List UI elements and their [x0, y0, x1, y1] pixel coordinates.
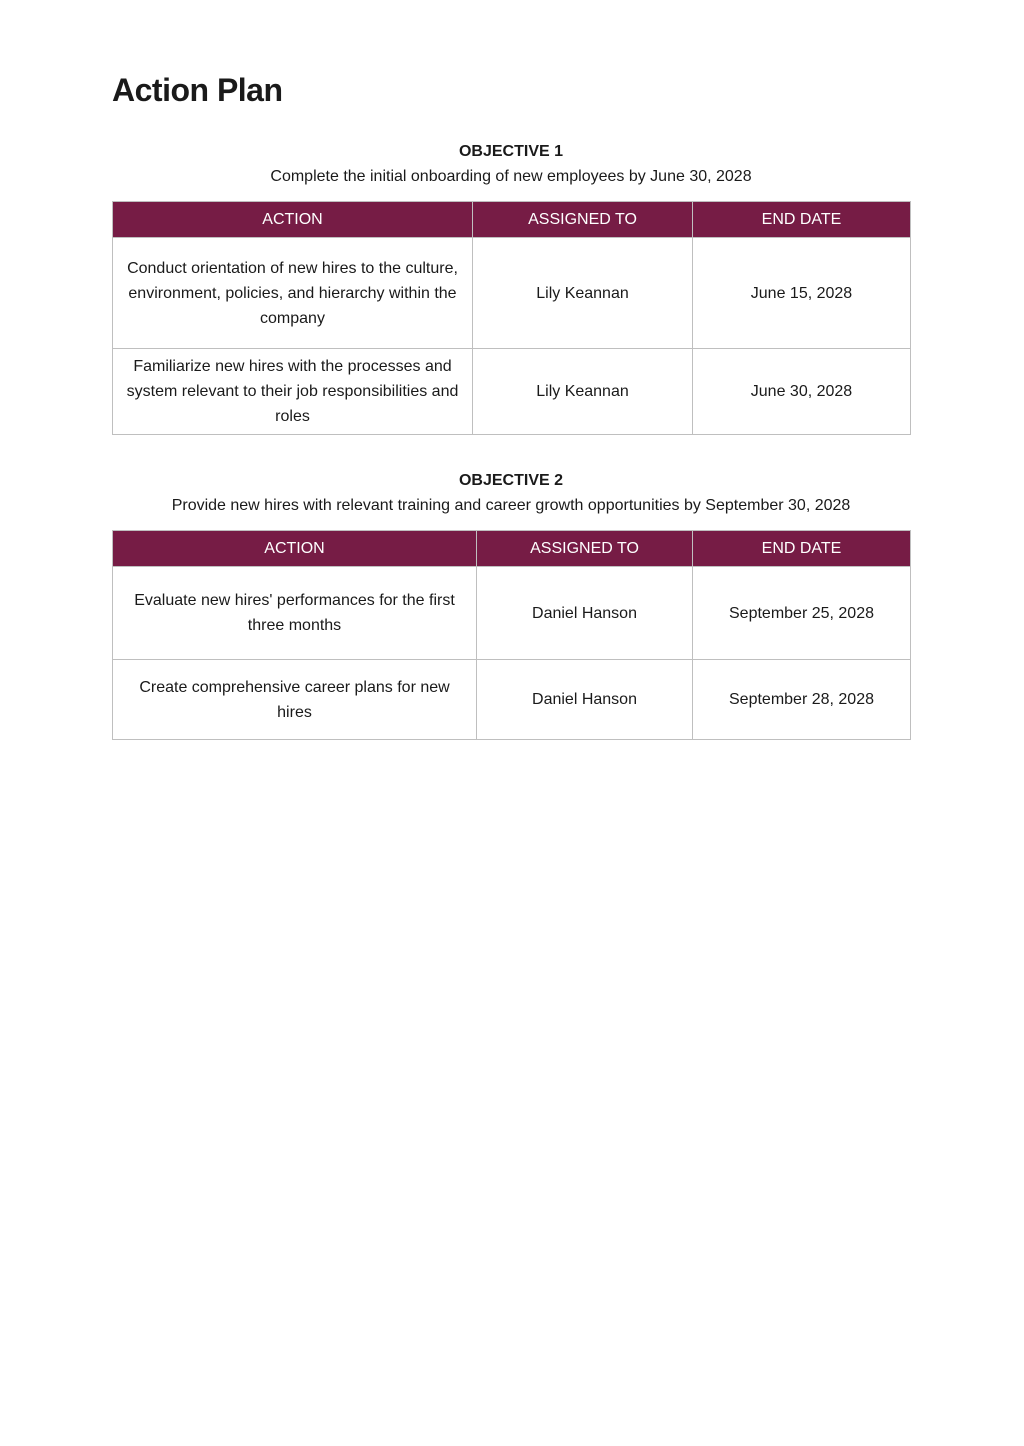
table-row [113, 660, 911, 740]
action-cell: Evaluate new hires' performances for the first three months [113, 567, 477, 660]
end-date-cell: June 15, 2028 [693, 238, 911, 349]
end-date-cell: September 25, 2028 [693, 567, 911, 660]
table-header-row [113, 202, 911, 238]
table-header-row [113, 531, 911, 567]
table-row [113, 238, 911, 349]
column-header-end-date: END DATE [693, 202, 911, 238]
end-date-cell: September 28, 2028 [693, 660, 911, 740]
column-header-action: ACTION [113, 202, 473, 238]
column-header-end-date: END DATE [693, 531, 911, 567]
objective-description: Provide new hires with relevant training and career growth opportunities by September 30, 2028 [171, 497, 851, 514]
objective-section-1 [112, 140, 910, 435]
action-table [112, 201, 911, 435]
objective-description: Complete the initial onboarding of new employees by June 30, 2028 [270, 168, 752, 185]
action-cell: Create comprehensive career plans for new hires [113, 660, 477, 740]
end-date-cell: June 30, 2028 [693, 349, 911, 435]
action-cell: Conduct orientation of new hires to the culture, environment, policies, and hierarchy within the company [113, 238, 473, 349]
objective-heading: OBJECTIVE 1 [458, 143, 564, 160]
column-header-assigned-to: ASSIGNED TO [477, 531, 693, 567]
objective-heading: OBJECTIVE 2 [458, 472, 564, 489]
assigned-to-cell: Daniel Hanson [477, 567, 693, 660]
assigned-to-cell: Lily Keannan [473, 238, 693, 349]
action-table [112, 530, 911, 740]
column-header-action: ACTION [113, 531, 477, 567]
table-row [113, 349, 911, 435]
assigned-to-cell: Daniel Hanson [477, 660, 693, 740]
column-header-assigned-to: ASSIGNED TO [473, 202, 693, 238]
page-title: Action Plan [112, 72, 283, 108]
objective-section-2 [112, 469, 910, 740]
table-row [113, 567, 911, 660]
assigned-to-cell: Lily Keannan [473, 349, 693, 435]
action-cell: Familiarize new hires with the processes and system relevant to their job responsibilities and roles [113, 349, 473, 435]
